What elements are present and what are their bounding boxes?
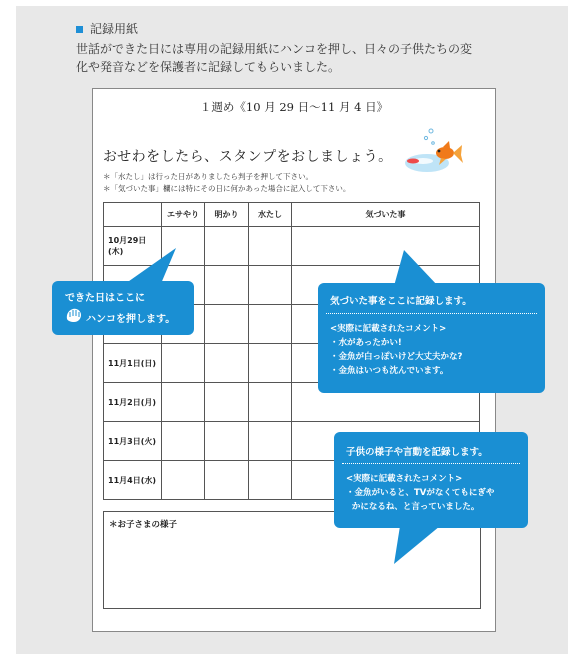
callout-stamp-line2: ハンコを押します。: [86, 314, 176, 325]
callout-notice-line: <実際に記載されたコメント>: [330, 324, 447, 334]
date-cell: 11月1日(日): [104, 344, 162, 383]
callout-notice-title: 気づいた事をここに記録します。: [330, 296, 472, 307]
column-header: 気づいた事: [292, 203, 480, 227]
description-line-2: 化や発音などを保護者に記録してもらいました。: [76, 60, 341, 74]
stamp-cell[interactable]: [249, 266, 292, 305]
stamp-cell[interactable]: [162, 422, 205, 461]
callout-stamp: [52, 281, 194, 335]
column-header: 明かり: [205, 203, 249, 227]
stamp-cell[interactable]: [205, 266, 249, 305]
stamp-hand-icon: [64, 305, 84, 325]
callout-notice-line: ・金魚はいつも沈んでいます。: [330, 366, 449, 376]
callout-kids: [334, 432, 528, 528]
notes-cell[interactable]: [292, 227, 480, 266]
callout-kids-line: かになるね、と言っていました。: [346, 502, 480, 512]
date-cell: 11月4日(水): [104, 461, 162, 500]
stamp-cell[interactable]: [249, 383, 292, 422]
callout-notice-tail: [392, 248, 442, 288]
stamp-cell[interactable]: [205, 461, 249, 500]
callout-notice: [318, 283, 545, 393]
date-cell: 11月3日(火): [104, 422, 162, 461]
stamp-cell[interactable]: [162, 344, 205, 383]
stamp-cell[interactable]: [249, 422, 292, 461]
week-title: １週め《10 月 29 日〜11 月 4 日》: [199, 100, 389, 114]
stamp-cell[interactable]: [205, 305, 249, 344]
callout-kids-line: ・金魚がいると、TVがなくてもにぎや: [346, 488, 495, 498]
callout-stamp-tail: [120, 246, 190, 286]
stamp-cell[interactable]: [205, 422, 249, 461]
column-header: [104, 203, 162, 227]
table-header-row: [104, 203, 480, 227]
column-header: 水たし: [249, 203, 292, 227]
description-line-1: 世話ができた日には専用の記録用紙にハンコを押し、日々の子供たちの変: [76, 42, 473, 56]
note-2: ＊「気づいた事」欄には特にその日に何かあった場合に記入して下さい。: [103, 184, 351, 193]
callout-stamp-line1: できた日はここに: [65, 293, 145, 304]
stamp-cell[interactable]: [205, 383, 249, 422]
callout-divider: [342, 463, 520, 464]
stamp-cell[interactable]: [249, 344, 292, 383]
section-title-text: 記録用紙: [90, 22, 139, 36]
callout-kids-title: 子供の様子や言動を記録します。: [346, 447, 488, 458]
callout-notice-line: ・水があったかい!: [330, 338, 402, 348]
sheet-notes: [103, 171, 350, 195]
square-bullet-icon: [76, 26, 83, 33]
note-1: ＊「水たし」は行った日がありましたら判子を押して下さい。: [103, 172, 313, 181]
callout-kids-line: <実際に記載されたコメント>: [346, 474, 463, 484]
section-title: [76, 20, 536, 38]
stamp-cell[interactable]: [249, 227, 292, 266]
kids-observation-label: ＊お子さまの様子: [109, 520, 178, 530]
date-cell: 10月29日(木): [104, 227, 162, 266]
sheet-heading: おせわをしたら、スタンプをおしましょう。: [103, 149, 393, 165]
section-header: [76, 20, 536, 76]
stamp-cell[interactable]: [205, 344, 249, 383]
date-cell: 11月2日(月): [104, 383, 162, 422]
column-header: エサやり: [162, 203, 205, 227]
callout-divider: [326, 313, 537, 314]
stamp-cell[interactable]: [162, 383, 205, 422]
callout-notice-line: ・金魚が白っぽいけど大丈夫かな?: [330, 352, 463, 362]
stamp-cell[interactable]: [249, 305, 292, 344]
stamp-cell[interactable]: [205, 227, 249, 266]
stamp-cell[interactable]: [162, 461, 205, 500]
goldfish-icon: [401, 125, 465, 177]
callout-kids-tail: [392, 526, 442, 566]
stamp-cell[interactable]: [249, 461, 292, 500]
